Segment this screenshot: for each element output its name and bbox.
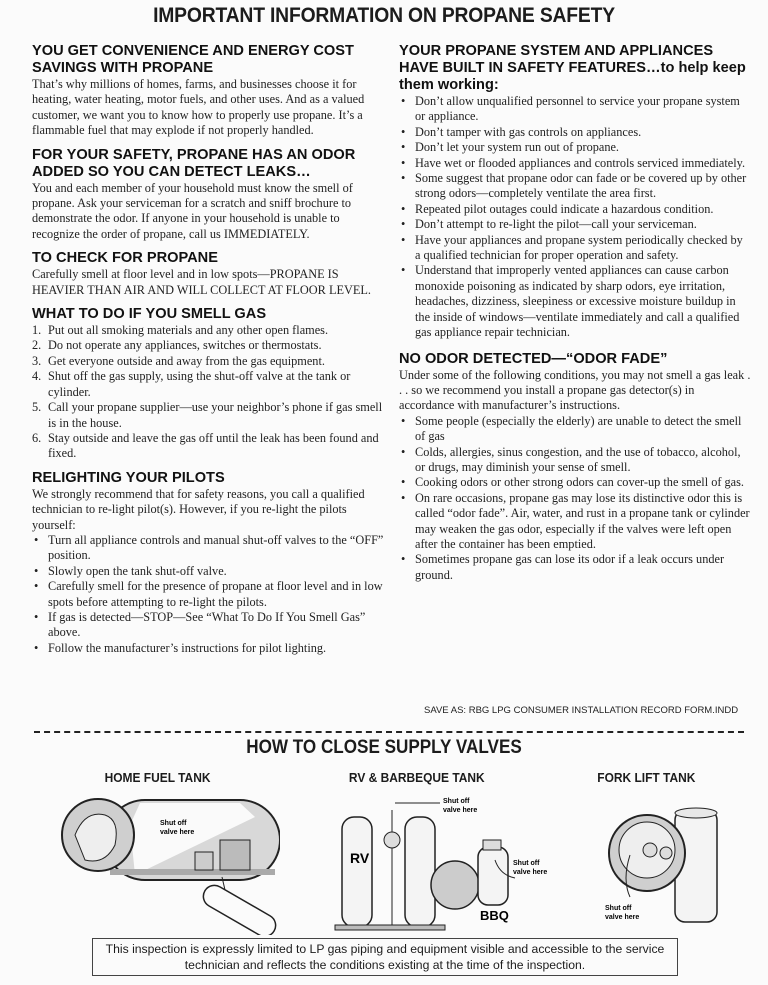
bullet-list <box>32 533 388 656</box>
item-number: 2. <box>32 338 42 353</box>
callout2-line1: Shut off <box>513 860 540 867</box>
bullet-list <box>399 94 751 341</box>
right-column <box>399 43 751 591</box>
fork-lift-tank-illustration <box>590 795 750 935</box>
list-item: • Have wet or flooded appliances and controls serviced immediately. <box>399 156 751 171</box>
home-fuel-tank-label: HOME FUEL TANK <box>104 770 211 785</box>
list-item <box>32 338 388 353</box>
bbq-tag: BBQ <box>480 908 509 923</box>
bullet-list <box>399 414 751 583</box>
callout-line2: valve here <box>160 829 195 836</box>
item-text: Stay outside and leave the gas off until the leak has been found and fixed. <box>48 430 379 461</box>
list-item: • Turn all appliance controls and manual shut-off valves to the “OFF” position. <box>32 533 388 564</box>
section-smell-gas <box>32 306 388 462</box>
section-heading: YOU GET CONVENIENCE AND ENERGY COST SAVINGS WITH PROPANE <box>32 43 354 76</box>
section-heading: FOR YOUR SAFETY, PROPANE HAS AN ODOR ADDED SO YOU CAN DETECT LEAKS… <box>32 146 356 180</box>
numbered-list <box>32 323 388 462</box>
item-text: Do not operate any appliances, switches or thermostats. <box>48 338 322 353</box>
section-heading: YOUR PROPANE SYSTEM AND APPLIANCES HAVE BUILT IN SAFETY FEATURES…to help keep them working: <box>399 43 746 93</box>
list-item: • Some people (especially the elderly) are unable to detect the smell of gas <box>399 414 751 445</box>
section-body: That’s why millions of homes, farms, and businesses choose it for heating, water heating, motor fuels, and other uses. And as a valued customer, we want you to know how to properly use propane. It’s a flammable fuel that may explode if not properly handled. <box>32 77 365 138</box>
callout-line2: valve here <box>443 807 478 814</box>
list-item: • Some suggest that propane odor can fade or be covered up by other strong odors—completely ventilate the area first. <box>399 171 751 202</box>
item-number: 3. <box>32 353 42 368</box>
list-item: • Carefully smell for the presence of propane at floor level and in low spots before attempting to re-light the pilots. <box>32 579 388 610</box>
section-body: We strongly recommend that for safety reasons, you call a qualified technician to re-light pilot(s). However, if you re-light the pilots yourself: <box>32 486 365 532</box>
item-text: Put out all smoking materials and any other open flames. <box>48 323 329 338</box>
list-item: • On rare occasions, propane gas may lose its distinctive odor this is called “odor fade”. Air, water, and rust in a propane tank or cylinder may weaken the gas odor, especially if the valves were left open after the container has been emptied. <box>399 491 751 553</box>
callout-line1: Shut off <box>605 905 632 912</box>
callout-line2: valve here <box>605 914 640 921</box>
list-item <box>32 354 388 369</box>
section-pilots <box>32 470 388 656</box>
section-convenience <box>32 43 388 139</box>
save-as-note: SAVE AS: RBG LPG CONSUMER INSTALLATION RECORD FORM.INDD <box>424 705 739 716</box>
item-text: Get everyone outside and away from the gas equipment. <box>48 353 325 368</box>
list-item <box>32 323 388 338</box>
item-text: Call your propane supplier—use your neighbor’s phone if gas smell is in the house. <box>48 400 383 430</box>
list-item: • Sometimes propane gas can lose its odor if a leak occurs under ground. <box>399 552 751 583</box>
list-item: • Have your appliances and propane system periodically checked by a qualified technician for proper operation and safety. <box>399 233 751 264</box>
list-item: • If gas is detected—STOP—See “What To Do If You Smell Gas” above. <box>32 610 388 641</box>
rv-tag: RV <box>350 850 370 866</box>
list-item: • Follow the manufacturer’s instructions for pilot lighting. <box>32 641 388 656</box>
valves-heading: HOW TO CLOSE SUPPLY VALVES <box>246 737 522 758</box>
inspection-notice: This inspection is expressly limited to LP gas piping and equipment visible and accessible to the service technician and reflects the conditions existing at the time of the inspection. <box>92 938 678 976</box>
list-item <box>32 369 388 400</box>
dashed-divider <box>34 731 744 733</box>
fork-lift-tank-label: FORK LIFT TANK <box>597 770 696 785</box>
item-number: 4. <box>32 369 42 384</box>
list-item: • Cooking odors or other strong odors can cover-up the smell of gas. <box>399 475 751 490</box>
section-body: You and each member of your household must know the smell of propane. Ask your serviceman for a scratch and sniff brochure to demonstrate the odor. If anyone in your household is unable to recognize the order of propane, call us IMMEDIATELY. <box>32 180 353 241</box>
rv-bbq-tank-label: RV & BARBEQUE TANK <box>348 770 485 785</box>
list-item: • Colds, allergies, sinus congestion, and the use of tobacco, alcohol, or drugs, may diminish your sense of smell. <box>399 445 751 476</box>
item-text: Shut off the gas supply, using the shut-off valve at the tank or cylinder. <box>48 369 351 399</box>
section-check <box>32 250 388 298</box>
left-column <box>32 43 388 664</box>
section-body: Carefully smell at floor level and in low spots—PROPANE IS HEAVIER THAN AIR AND WILL COLLECT AT FLOOR LEVEL. <box>32 267 371 297</box>
section-heading: TO CHECK FOR PROPANE <box>32 250 218 267</box>
list-item: • Don’t tamper with gas controls on appliances. <box>399 125 751 140</box>
item-number: 1. <box>32 323 42 338</box>
list-item: • Don’t let your system run out of propane. <box>399 140 751 155</box>
callout-line1: Shut off <box>443 798 470 805</box>
list-item: • Don’t attempt to re-light the pilot—call your serviceman. <box>399 217 751 232</box>
item-number: 5. <box>32 400 42 415</box>
rv-bbq-tank-illustration <box>330 795 570 935</box>
section-odor <box>32 147 388 243</box>
section-heading: NO ODOR DETECTED—“ODOR FADE” <box>399 350 668 367</box>
list-item: • Repeated pilot outages could indicate a hazardous condition. <box>399 202 751 217</box>
home-fuel-tank-illustration <box>50 795 280 935</box>
list-item <box>32 431 388 462</box>
section-features <box>399 43 751 341</box>
item-number: 6. <box>32 430 42 445</box>
list-item: • Don’t allow unqualified personnel to service your propane system or appliance. <box>399 94 751 125</box>
section-heading: RELIGHTING YOUR PILOTS <box>32 469 225 486</box>
list-item <box>32 400 388 431</box>
list-item: • Understand that improperly vented appliances can cause carbon monoxide poisoning as indicated by sharp odors, eye irritation, headaches, dizziness, sleepiness or excessive moisture buildup in the inside of windows—ventilate immediately and call a qualified gas appliance repair technician. <box>399 263 751 340</box>
list-item: • Slowly open the tank shut-off valve. <box>32 564 388 579</box>
page-title: IMPORTANT INFORMATION ON PROPANE SAFETY <box>153 4 615 27</box>
section-heading: WHAT TO DO IF YOU SMELL GAS <box>32 306 267 323</box>
callout2-line2: valve here <box>513 869 548 876</box>
section-body: Under some of the following conditions, you may not smell a gas leak . . . so we recommend you install a propane gas detector(s) in accordance with manufacturer’s instructions. <box>399 367 751 413</box>
callout-line1: Shut off <box>160 820 187 827</box>
section-odor-fade <box>399 351 751 584</box>
